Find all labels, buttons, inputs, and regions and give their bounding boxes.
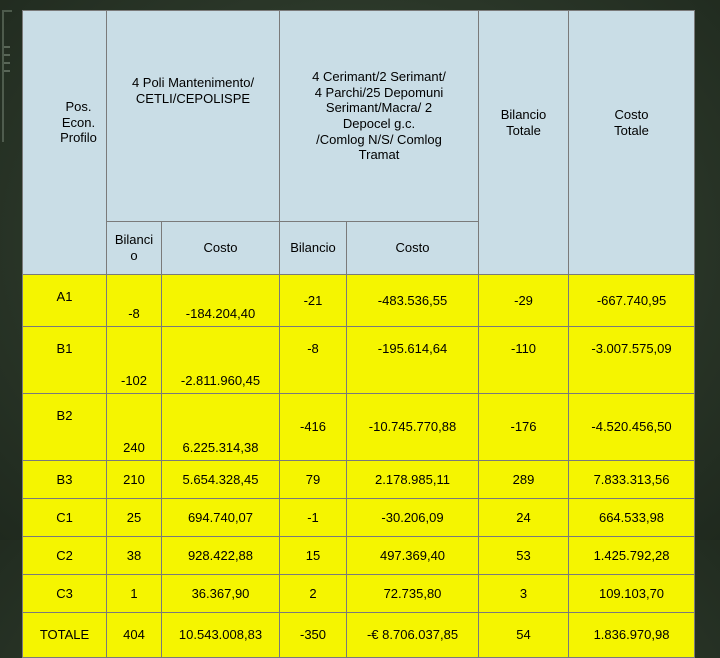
cell-bilancio-1: -8: [107, 275, 162, 327]
cell-costo-1: 10.543.008,83: [162, 613, 280, 658]
cell-costo-2: -30.206,09: [347, 499, 479, 537]
row-label: B3: [23, 461, 107, 499]
row-label: A1: [23, 275, 107, 327]
table-row-total: [23, 613, 695, 658]
cell-costo-totale: -4.520.456,50: [569, 394, 695, 461]
cell-bilancio-2: -350: [280, 613, 347, 658]
cell-costo-totale: 7.833.313,56: [569, 461, 695, 499]
cell-costo-2: 497.369,40: [347, 537, 479, 575]
cell-bilancio-2: 15: [280, 537, 347, 575]
sub-costo-2: Costo: [347, 222, 479, 275]
bilancio-totale-header: Bilancio Totale: [479, 11, 569, 275]
cell-costo-2: -10.745.770,88: [347, 394, 479, 461]
row-label: B2: [23, 394, 107, 461]
group2-header: 4 Cerimant/2 Serimant/ 4 Parchi/25 Depomuni Serimant/Macra/ 2 Depocel g.c. /Comlog N/S/ Comlog Tramat: [280, 11, 479, 222]
cell-costo-totale: 109.103,70: [569, 575, 695, 613]
cell-bilancio-2: -21: [280, 275, 347, 327]
row-label: C1: [23, 499, 107, 537]
pos-econ-profilo-header: Pos. Econ. Profilo: [23, 11, 107, 275]
cell-bilancio-2: 2: [280, 575, 347, 613]
cell-bilancio-totale: -110: [479, 327, 569, 394]
decorative-dashes: [4, 40, 14, 78]
table-row: [23, 537, 695, 575]
sub-bilancio-2: Bilancio: [280, 222, 347, 275]
cell-bilancio-1: 38: [107, 537, 162, 575]
cell-bilancio-totale: 53: [479, 537, 569, 575]
cell-bilancio-2: 79: [280, 461, 347, 499]
cell-bilancio-2: -1: [280, 499, 347, 537]
cell-bilancio-1: 240: [107, 394, 162, 461]
group1-header: 4 Poli Mantenimento/ CETLI/CEPOLISPE: [107, 11, 280, 222]
cell-costo-totale: 664.533,98: [569, 499, 695, 537]
table-row: [23, 327, 695, 394]
row-label: TOTALE: [23, 613, 107, 658]
cell-bilancio-1: 25: [107, 499, 162, 537]
sub-bilancio-1: Bilanci o: [107, 222, 162, 275]
cell-costo-1: 36.367,90: [162, 575, 280, 613]
cell-costo-totale: 1.836.970,98: [569, 613, 695, 658]
row-label: C3: [23, 575, 107, 613]
cell-bilancio-2: -8: [280, 327, 347, 394]
cell-bilancio-totale: 3: [479, 575, 569, 613]
cell-costo-2: -€ 8.706.037,85: [347, 613, 479, 658]
cell-bilancio-2: -416: [280, 394, 347, 461]
cell-costo-2: 72.735,80: [347, 575, 479, 613]
table-row: [23, 394, 695, 461]
table-row: [23, 499, 695, 537]
cell-bilancio-totale: -176: [479, 394, 569, 461]
cell-bilancio-totale: 24: [479, 499, 569, 537]
cell-bilancio-totale: 54: [479, 613, 569, 658]
cell-costo-1: 5.654.328,45: [162, 461, 280, 499]
cell-bilancio-1: 1: [107, 575, 162, 613]
cell-bilancio-totale: 289: [479, 461, 569, 499]
cell-costo-1: 6.225.314,38: [162, 394, 280, 461]
row-label: B1: [23, 327, 107, 394]
sub-costo-1: Costo: [162, 222, 280, 275]
header-row: [23, 11, 695, 222]
cell-costo-1: 928.422,88: [162, 537, 280, 575]
cell-bilancio-1: 404: [107, 613, 162, 658]
cell-costo-totale: -667.740,95: [569, 275, 695, 327]
budget-table: [22, 10, 695, 658]
cell-bilancio-1: 210: [107, 461, 162, 499]
cell-bilancio-totale: -29: [479, 275, 569, 327]
cell-bilancio-1: -102: [107, 327, 162, 394]
table-row: [23, 275, 695, 327]
table-row: [23, 575, 695, 613]
cell-costo-1: 694.740,07: [162, 499, 280, 537]
costo-totale-header: Costo Totale: [569, 11, 695, 275]
cell-costo-1: -2.811.960,45: [162, 327, 280, 394]
cell-costo-1: -184.204,40: [162, 275, 280, 327]
cell-costo-2: -483.536,55: [347, 275, 479, 327]
cell-costo-2: 2.178.985,11: [347, 461, 479, 499]
cell-costo-totale: 1.425.792,28: [569, 537, 695, 575]
row-label: C2: [23, 537, 107, 575]
cell-costo-2: -195.614,64: [347, 327, 479, 394]
table-row: [23, 461, 695, 499]
cell-costo-totale: -3.007.575,09: [569, 327, 695, 394]
